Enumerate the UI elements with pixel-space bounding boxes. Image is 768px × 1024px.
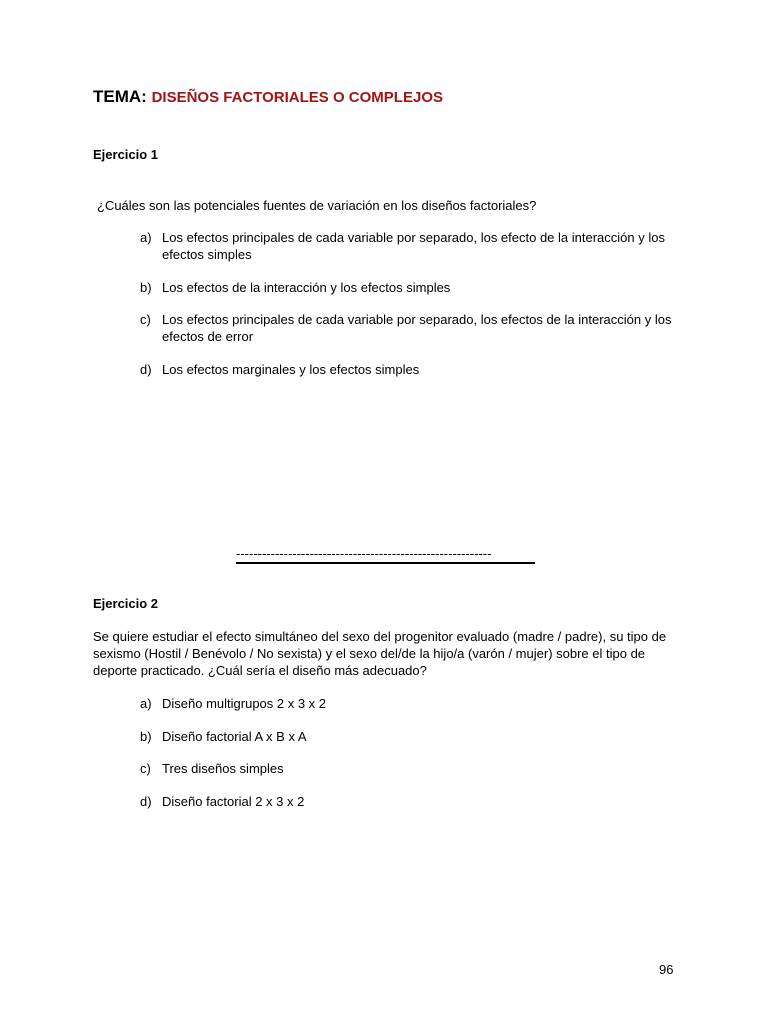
exercise-1-heading: Ejercicio 1 [93,147,159,162]
option-text: Los efectos marginales y los efectos simples [162,362,420,377]
exercise-1-option-d [140,361,680,378]
page-number: 96 [659,962,674,977]
option-text: Tres diseños simples [162,761,284,776]
option-text: Diseño multigrupos 2 x 3 x 2 [162,696,327,711]
option-text: Diseño factorial 2 x 3 x 2 [162,794,305,809]
exercise-1-option-b [140,279,680,296]
option-text: Los efectos principales de cada variable por separado, los efecto de la interacción y los efectos simples [162,230,665,262]
option-letter: b) [140,280,152,295]
option-letter: d) [140,794,152,809]
option-letter: a) [140,696,152,711]
page-title [93,87,443,107]
option-text: Diseño factorial A x B x A [162,729,307,744]
title-prefix: TEMA: [93,87,147,106]
option-text: Los efectos de la interacción y los efectos simples [162,280,451,295]
option-letter: a) [140,230,152,245]
option-text: Los efectos principales de cada variable por separado, los efectos de la interacción y los efectos de error [162,312,672,344]
exercise-1-option-c [140,311,680,345]
exercise-2-heading: Ejercicio 2 [93,596,159,611]
exercise-2-option-a [140,695,680,712]
option-letter: b) [140,729,152,744]
exercise-2-option-c [140,760,680,777]
exercise-1-question: ¿Cuáles son las potenciales fuentes de variación en los diseños factoriales? [97,198,537,213]
exercise-1-option-a [140,229,680,263]
section-separator: ----------------------------------------------------------- [236,547,535,564]
option-letter: c) [140,761,151,776]
exercise-2-option-d [140,793,680,810]
option-letter: d) [140,362,152,377]
option-letter: c) [140,312,151,327]
title-topic: DISEÑOS FACTORIALES O COMPLEJOS [151,89,443,106]
exercise-2-statement: Se quiere estudiar el efecto simultáneo del sexo del progenitor evaluado (madre / padre), su tipo de sexismo (Hostil / Benévolo / No sexista) y el sexo del/de la hijo/a (varón / mujer) sobre el tipo de deporte practicado. ¿Cuál sería el diseño más adecuado? [93,629,667,678]
exercise-2-option-b [140,728,680,745]
